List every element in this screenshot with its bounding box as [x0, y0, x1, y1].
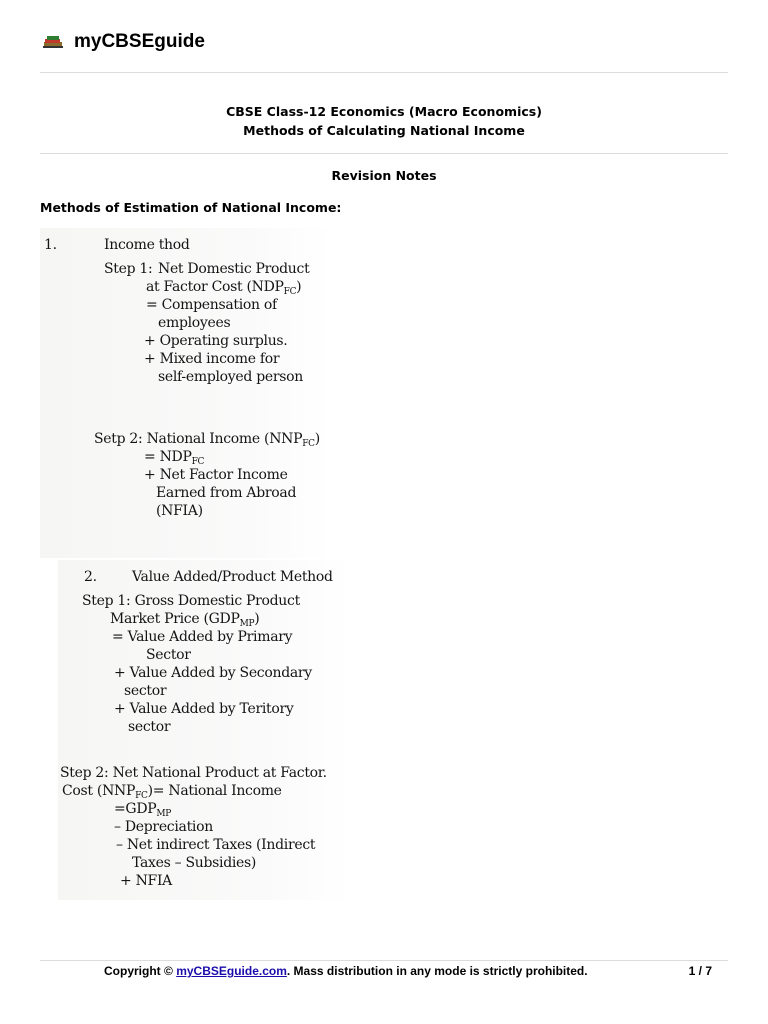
scan-line: Taxes – Subsidies): [132, 855, 257, 871]
scan-line: Earned from Abroad: [156, 485, 297, 501]
scan-line: + NFIA: [120, 873, 172, 889]
scan-line: = $NDP_{FC}$: [144, 449, 205, 467]
scan-number: 1.: [44, 237, 57, 253]
header-divider: [40, 72, 728, 73]
footer-divider: [40, 960, 728, 961]
doc-subtitle: Revision Notes: [331, 168, 437, 183]
site-header: [40, 26, 205, 58]
scan-line: + Value Added by Teritory: [114, 701, 294, 717]
scan-line: = Compensation of: [146, 297, 277, 313]
scan-line: – Net indirect Taxes (Indirect: [116, 837, 316, 853]
page-footer: [40, 964, 728, 982]
scan-heading: Value Added/Product Method: [132, 569, 333, 585]
scan-step-title: Net Domestic Product: [158, 261, 310, 277]
book-logo-icon[interactable]: [40, 29, 66, 55]
scan-line: sector: [128, 719, 171, 735]
doc-title-line1: CBSE Class-12 Economics (Macro Economics): [226, 104, 542, 119]
site-link[interactable]: myCBSEguide.com: [176, 964, 287, 978]
doc-title-line2: Methods of Calculating National Income: [243, 123, 525, 138]
scan-line: + Operating surplus.: [144, 333, 288, 349]
scan-line: + Value Added by Secondary: [114, 665, 312, 681]
scan-step-label: Step 1:: [104, 261, 153, 277]
section-heading: Methods of Estimation of National Income:: [40, 200, 342, 215]
copyright-text: Copyright © myCBSEguide.com. Mass distribution in any mode is strictly prohibited.: [104, 964, 588, 978]
scan-line: at Factor Cost $(NDP_{FC})$: [146, 279, 302, 297]
scan-line: + Mixed income for: [144, 351, 280, 367]
scan-line: Sector: [146, 647, 191, 663]
scan-heading: Income thod: [104, 237, 190, 253]
scan-line: Cost $(NNP_{FC})=$ National Income: [62, 783, 282, 801]
scan-line: = Value Added by Primary: [112, 629, 293, 645]
scan-line: – Depreciation: [114, 819, 213, 835]
scanned-image-income-method: [40, 228, 332, 558]
scanned-image-value-added-method: [58, 560, 350, 900]
page-number: 1 / 7: [688, 964, 712, 978]
scan-line: employees: [158, 315, 231, 331]
scan-number: 2.: [84, 569, 97, 585]
title-divider: [40, 153, 728, 154]
scan-line: Step 1: Gross Domestic Product: [82, 593, 300, 609]
scan-line: + Net Factor Income: [144, 467, 288, 483]
scan-line: self-employed person: [158, 369, 303, 385]
scan-line: Setp 2: National Income $(NNP_{FC})$: [94, 431, 320, 449]
scan-line: sector: [124, 683, 167, 699]
brand-name[interactable]: myCBSEguide: [74, 31, 205, 52]
scan-line: $=GDP_{MP}$: [114, 801, 172, 819]
scan-line: Step 2: Net National Product at Factor.: [60, 765, 327, 781]
scan-line: (NFIA): [156, 503, 203, 519]
scan-line: Market Price $(GDP_{MP})$: [110, 611, 260, 629]
